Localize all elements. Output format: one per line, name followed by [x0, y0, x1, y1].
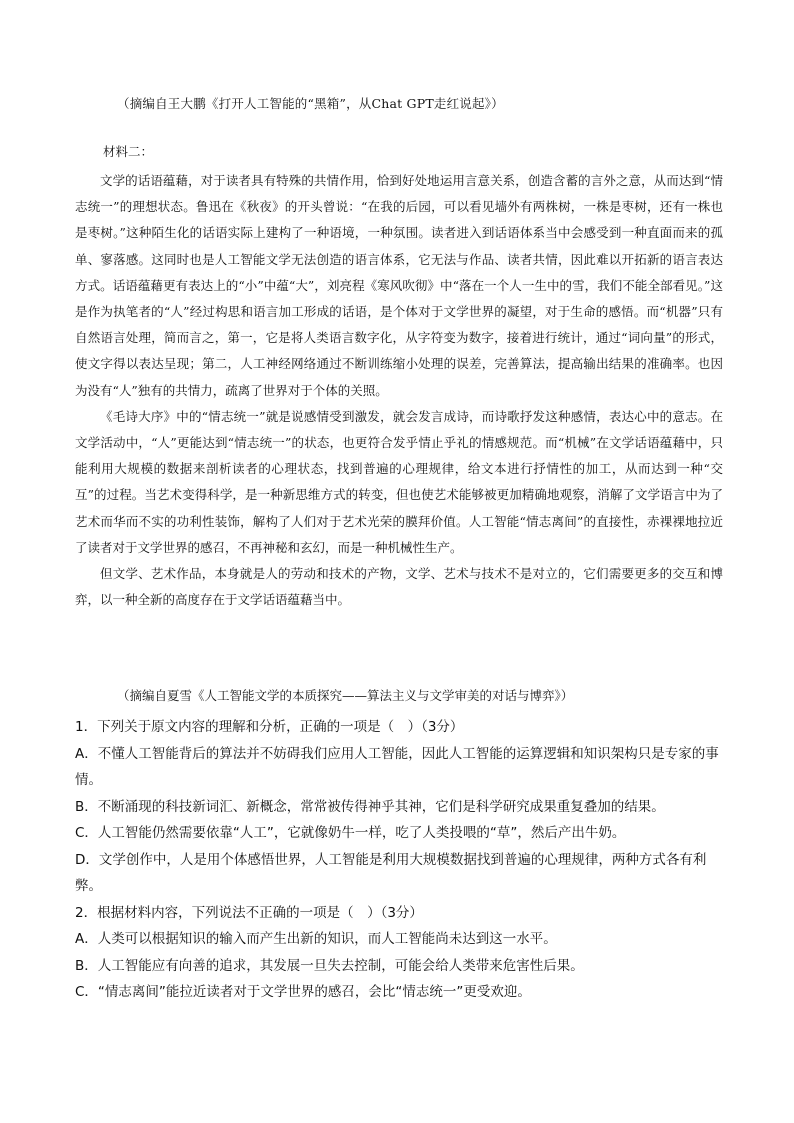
passage-paragraph: 但文学、艺术作品，本身就是人的劳动和技术的产物，文学、艺术与技术不是对立的，它们需要更多的交互和博弈，以一种全新的高度存在于文学话语蕴藉当中。 — [75, 566, 723, 608]
question-stem: 1．下列关于原文内容的理解和分析，正确的一项是（ ）（3分） — [75, 719, 464, 735]
question-option-c: C．人工智能仍然需要依靠“人工”，它就像奶牛一样，吃了人类投喂的“草”，然后产出牛奶。 — [75, 825, 626, 841]
question-list — [75, 714, 723, 1006]
material-two-source: （摘编自夏雪《人工智能文学的本质探究——算法主义与文学审美的对话与博弈》） — [117, 688, 574, 703]
material-two-label: 材料二： — [103, 144, 154, 159]
question-option-b: B．不断涌现的科技新词汇、新概念，常常被传得神乎其神，它们是科学研究成果重复叠加的结果。 — [75, 798, 665, 815]
question-option-a: A．不懂人工智能背后的算法并不妨碍我们应用人工智能，因此人工智能的运算逻辑和知识架构只是专家的事情。 — [75, 745, 719, 788]
question-option-a: A．人类可以根据知识的输入而产生出新的知识，而人工智能尚未达到这一水平。 — [75, 931, 557, 947]
question-option-c: C．“情志离间”能拉近读者对于文学世界的感召，会比“情志统一”更受欢迎。 — [75, 984, 531, 1000]
passage-paragraph: 《毛诗大序》中的“情志统一”就是说感情受到激发，就会发言成诗，而诗歌抒发这种感情，表达心中的意志。在文学活动中，“人”更能达到“情志统一”的状态，也更符合发乎情止乎礼的情感规范。而“机械”在文学话语蕴藉中，只能利用大规模的数据来剖析读者的心理状态，找到普遍的心理规律，给文本进行抒情性的加工，从而达到一种“交互”的过程。当艺术变得科学，是一种新思维方式的转变，但也使艺术能够被更加精确地观察，消解了文学语言中为了艺术而华而不实的功利性装饰，解构了人们对于艺术光荣的膜拜价值。人工智能“情志离间”的直接性，赤裸裸地拉近了读者对于文学世界的感召，不再神秘和玄幻，而是一种机械性生产。 — [75, 408, 723, 555]
question-1 — [75, 714, 723, 900]
question-option-d: D．文学创作中，人是用个体感悟世界，人工智能是利用大规模数据找到普遍的心理规律，两种方式各有利弊。 — [75, 851, 707, 894]
passage-paragraph: 文学的话语蕴藉，对于读者具有特殊的共情作用，恰到好处地运用言意关系，创造含蓄的言外之意，从而达到“情志统一”的理想状态。鲁迅在《秋夜》的开头曾说：“在我的后园，可以看见墙外有两株树，一株是枣树，还有一株也是枣树。”这种陌生化的话语实际上建构了一种语境，一种氛围。读者进入到话语体系当中会感受到一种直面而来的孤单、寥落感。这同时也是人工智能文学无法创造的语言体系，它无法与作品、读者共情，因此难以开拓新的语言表达方式。话语蕴藉更有表达上的“小”中蕴“大”，刘亮程《寒风吹彻》中“落在一个人一生中的雪，我们不能全部看见。”这是作为执笔者的“人”经过构思和语言加工形成的话语，是个体对于文学世界的凝望，对于生命的感悟。而“机器”只有自然语言处理，简而言之，第一，它是将人类语言数字化，从字符变为数字，接着进行统计，通过“词向量”的形式，使文字得以表达呈现；第二，人工神经网络通过不断训练缩小处理的误差，完善算法，提高输出结果的准确率。也因为没有“人”独有的共情力，疏离了世界对于个体的关照。 — [75, 173, 723, 398]
question-option-b: B．人工智能应有向善的追求，其发展一旦失去控制，可能会给人类带来危害性后果。 — [75, 957, 584, 974]
material-two-passage — [75, 168, 723, 613]
question-stem: 2．根据材料内容，下列说法不正确的一项是（ ）（3分） — [75, 904, 423, 921]
question-2 — [75, 900, 723, 1006]
material-one-source: （摘编自王大鹏《打开人工智能的“黑箱”，从Chat GPT走红说起》） — [117, 96, 504, 111]
